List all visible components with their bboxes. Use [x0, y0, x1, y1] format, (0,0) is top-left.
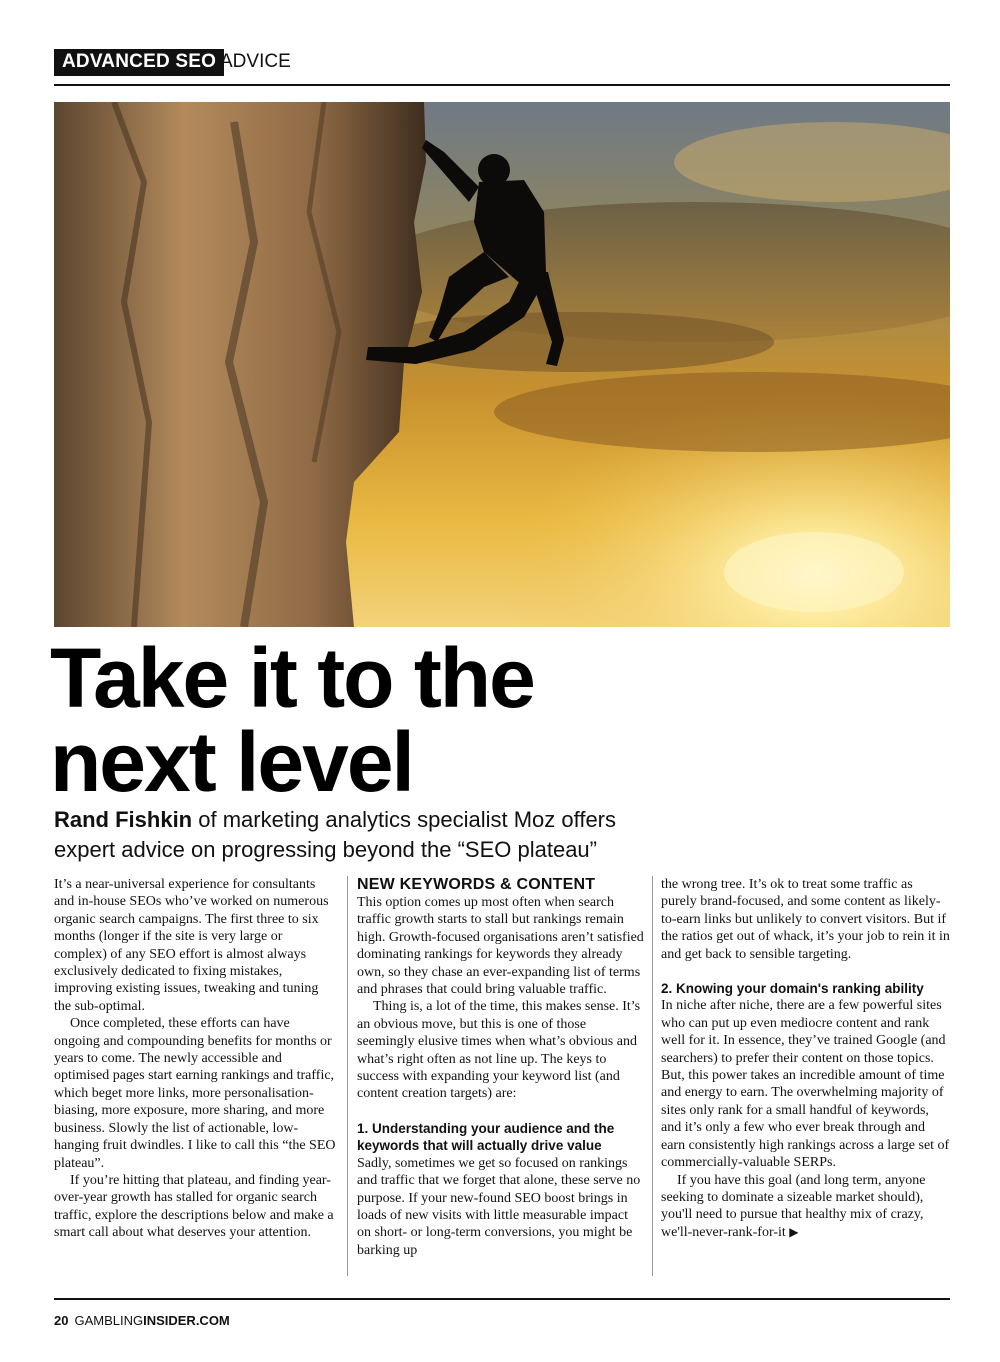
page-footer [54, 1313, 230, 1328]
subheading: 2. Knowing your domain's ranking ability [661, 981, 924, 997]
article-column-2 [357, 876, 644, 1259]
subheading: 1. Understanding your audience and the keywords that will actually drive value [357, 1120, 615, 1154]
paragraph: Once completed, these efforts can have ongoing and compounding benefits for months or years to come. The newly accessible and optimised pages start earning rankings and traffic, which beget more links, more personalisation-biasing, more exposure, more sharing, and more business. Slowly the list of actionable, low-hanging fruit dwindles. I like to call this “the SEO plateau”. [54, 1016, 336, 1171]
section-subtitle: ADVICE [220, 51, 291, 72]
continue-arrow-icon: ▶ [789, 1224, 799, 1239]
paragraph [661, 1172, 951, 1242]
column-divider [652, 876, 653, 1276]
headline-line-2: next level [50, 715, 413, 809]
paragraph: It’s a near-universal experience for consultants and in-house SEOs who’ve worked on numerous organic search campaigns. The first three to six months (longer if the site is very large or complex) of any SEO effort is almost always exclusively dedicated to fixing mistakes, improving existing issues, tweaking and tuning the sub-optimal. [54, 877, 329, 1014]
standfirst-line-2: expert advice on progressing beyond the “SEO plateau” [54, 837, 597, 862]
hero-image [54, 102, 950, 627]
paragraph: Thing is, a lot of the time, this makes sense. It’s an obvious move, but this is one of those seemingly elusive times when what’s obvious and what’s right often as not line up. The keys to success with expanding your keyword list (and content creation targets) are: [357, 999, 641, 1102]
standfirst-line-1: of marketing analytics specialist Moz offers [192, 807, 617, 832]
section-tag: ADVANCED SEO [54, 49, 224, 76]
author-name: Rand Fishkin [54, 807, 193, 832]
paragraph: This option comes up most often when search traffic growth starts to stall but rankings remain high. Growth-focused organisations aren’t satisfied dominating rankings for keywords they already own, so they chase an ever-expanding list of terms and phrases that could bring valuable traffic. [357, 895, 644, 998]
paragraph: If you’re hitting that plateau, and finding year-over-year growth has stalled for organic search traffic, explore the descriptions below and make a smart call about what deserves your attention. [54, 1172, 334, 1241]
paragraph: Sadly, sometimes we get so focused on rankings and traffic that we forget that alone, these serve no purpose. If your new-found SEO boost brings in loads of new visits with little measurable impact on short- or long-term conversions, you might be barking up [357, 1155, 641, 1258]
article-column-1 [54, 876, 336, 1242]
paragraph: the wrong tree. It’s ok to treat some traffic as purely brand-focused, and some content as likely-to-earn links but unlikely to convert visitors. But if the ratios get out of whack, it’s your job to rein it in and get back to sensible targeting. [661, 877, 950, 962]
page-number: 20 [54, 1313, 69, 1328]
footer-rule [54, 1298, 950, 1300]
article-column-3 [661, 876, 951, 1241]
domain-suffix: INSIDER.COM [143, 1313, 230, 1328]
headline-line-1: Take it to the [50, 631, 534, 725]
section-header [54, 46, 950, 86]
column-divider [347, 876, 348, 1276]
paragraph: In niche after niche, there are a few powerful sites who can put up even mediocre content and rank well for it. In essence, they’ve trained Google (and searchers) to prefer their content on those topics. But, this power takes an incredible amount of time and energy to earn. The overwhelming majority of sites only rank for a small handful of keywords, and it’s only a few who ever break through and earn consistently high rankings across a large set of commercially-valuable SERPs. [661, 998, 950, 1171]
domain-prefix: GAMBLING [74, 1313, 144, 1328]
section-heading: NEW KEYWORDS & CONTENT [357, 876, 596, 893]
publication-domain [74, 1313, 229, 1328]
rock-climber-at-sunset-photo [54, 102, 950, 627]
paragraph-text: If you have this goal (and long term, anyone seeking to dominate a sizeable market should), you'll need to pursue that healthy mix of crazy, we'll-never-rank-for-it [661, 1172, 926, 1240]
headline [50, 631, 950, 809]
standfirst [54, 805, 754, 865]
header-rule [54, 84, 950, 86]
